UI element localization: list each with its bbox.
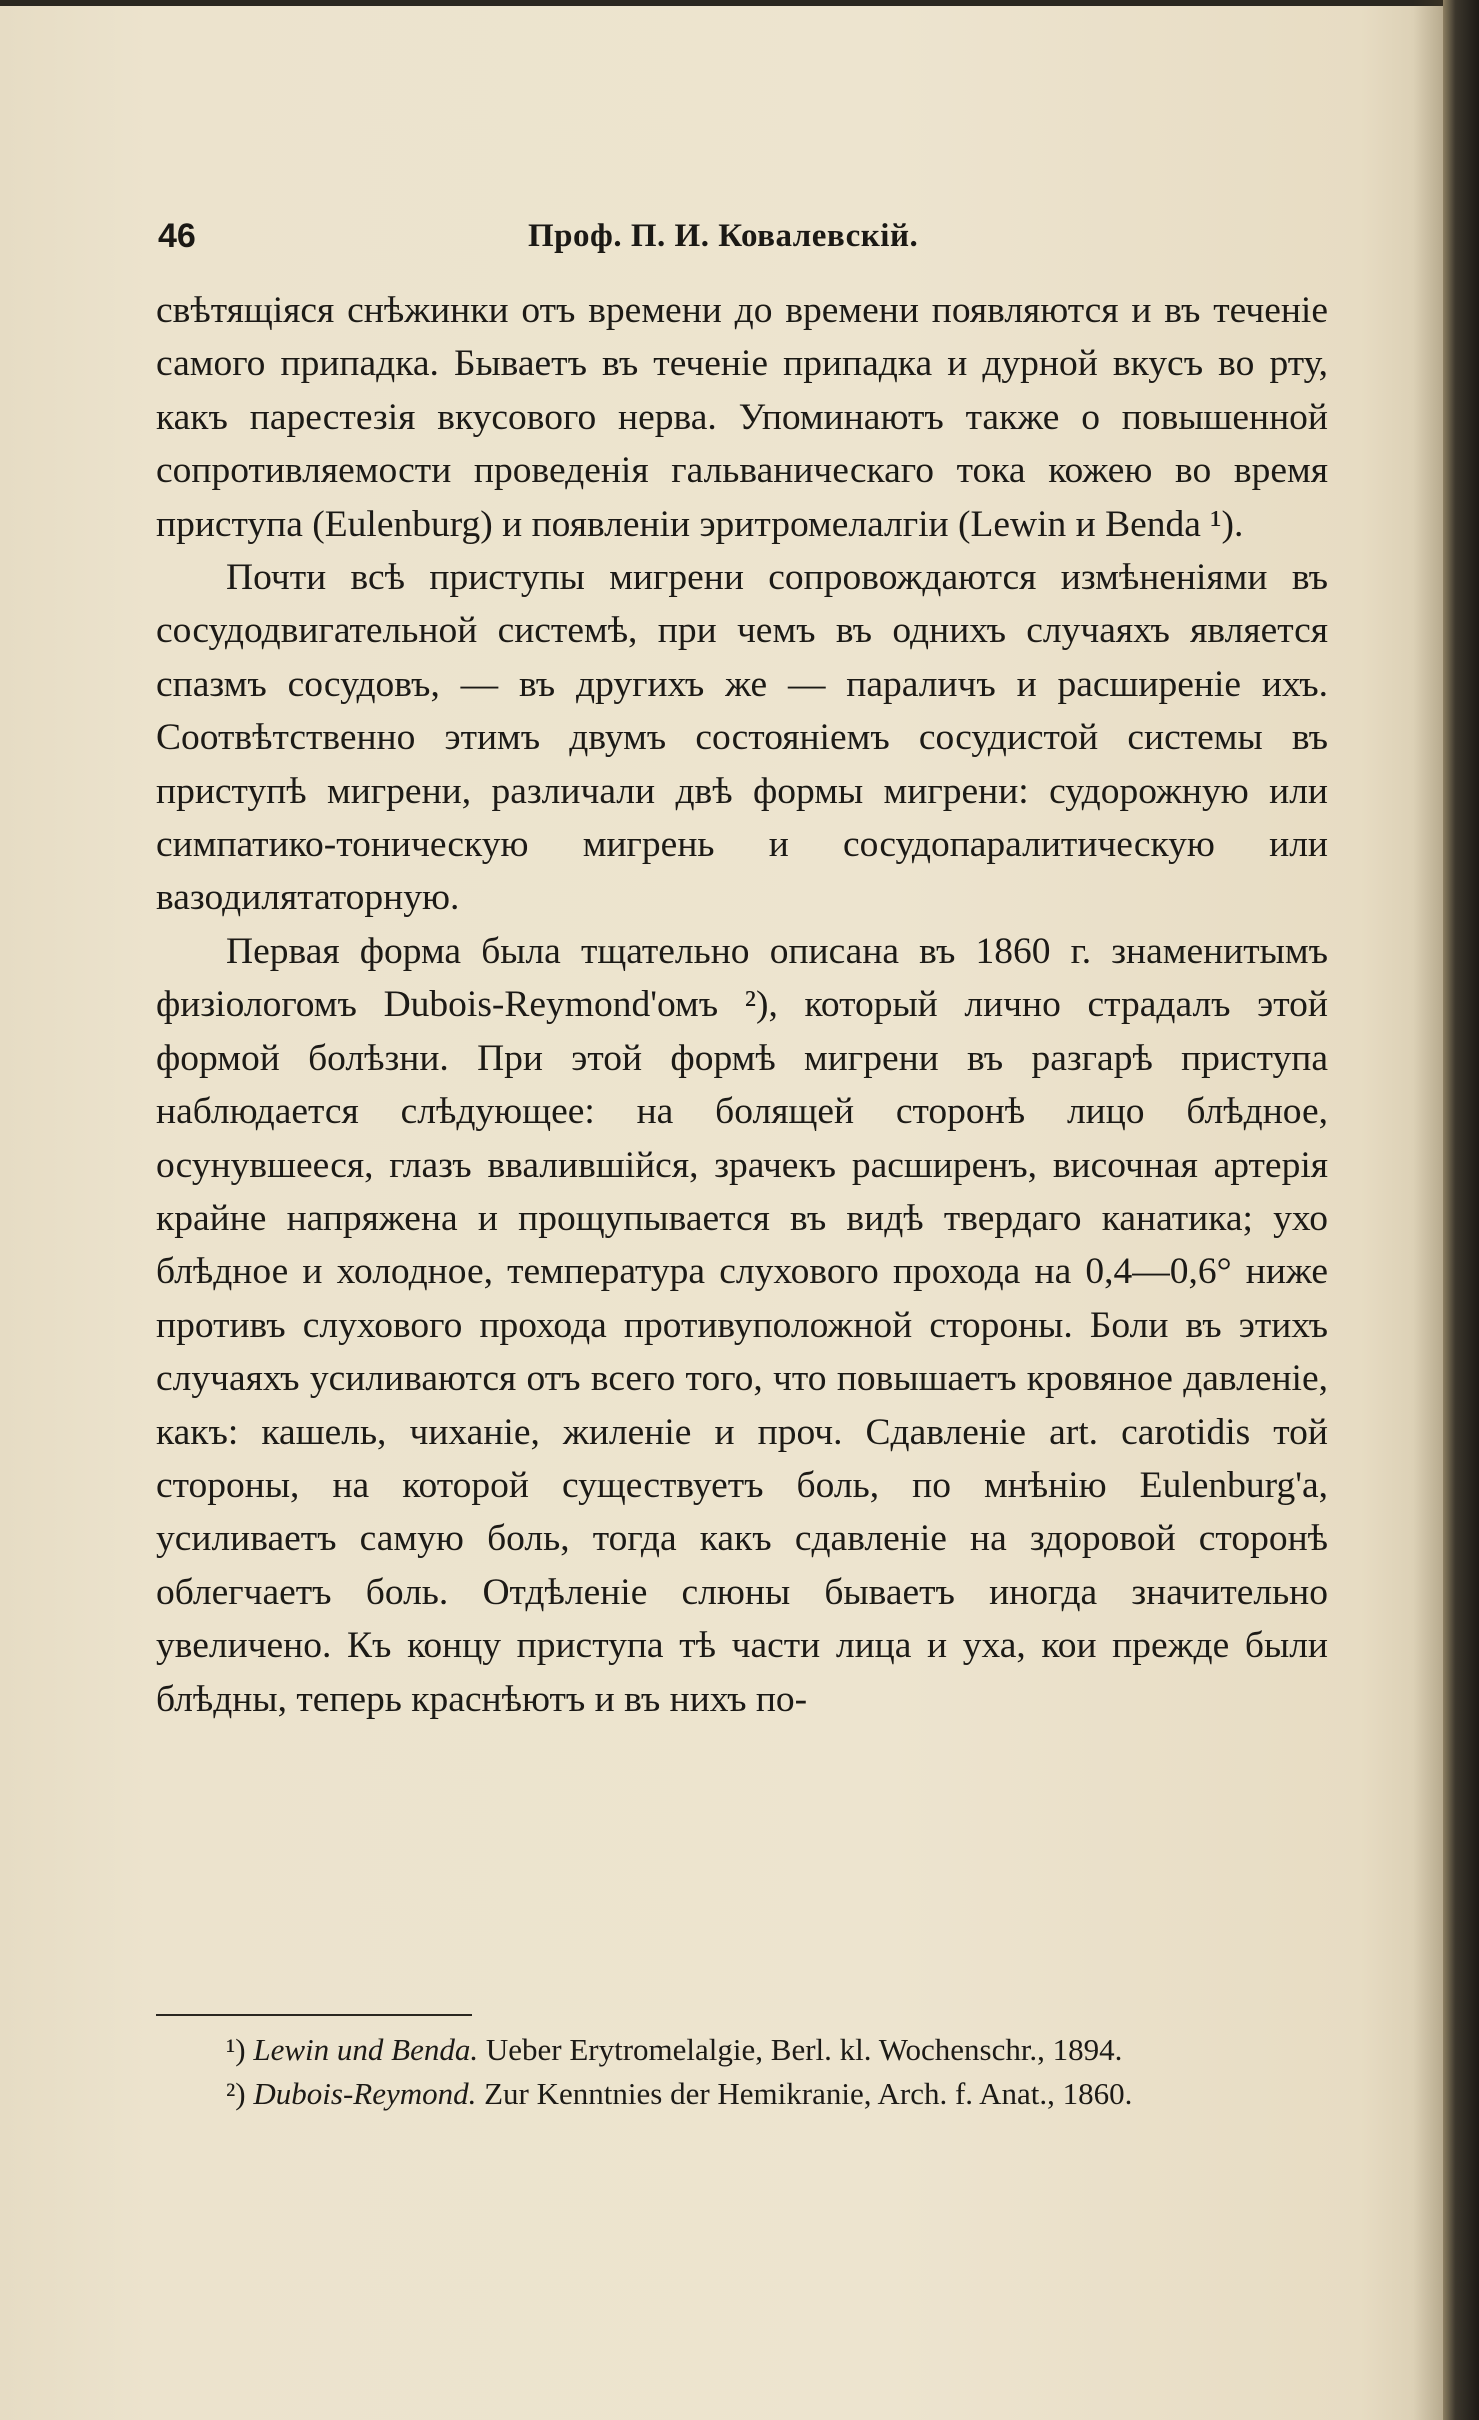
footnotes	[156, 2028, 1328, 2116]
paragraph-3: Первая форма была тщательно описана въ 1860 г. знаменитымъ физіологомъ Dubois-Reymond'омъ ²), который лично страдалъ этой формой болѣзни. При этой формѣ мигрени въ разгарѣ приступа наблюдается слѣдующее: на болящей сторонѣ лицо блѣдное, осунувшееся, глазъ ввалившійся, зрачекъ расширенъ, височная артерія крайне напряжена и прощупывается въ видѣ твердаго канатика; ухо блѣдное и холодное, температура слухового прохода на 0,4—0,6° ниже противъ слухового прохода противуположной стороны. Боли въ этихъ случаяхъ усиливаются отъ всего того, что повышаетъ кровяное давленіе, какъ: кашель, чиханіе, жиленіе и проч. Сдавленіе art. carotidis той стороны, на которой существуетъ боль, по мнѣнію Eulenburg'а, усиливаетъ самую боль, тогда какъ сдавленіе на здоровой сторонѣ облегчаетъ боль. Отдѣленіе слюны бываетъ иногда значительно увеличено. Къ концу приступа тѣ части лица и уха, кои прежде были блѣдны, теперь краснѣютъ и въ нихъ по-	[156, 930, 1328, 1720]
footnote-authors: Dubois-Reymond.	[253, 2076, 477, 2111]
paragraph-2: Почти всѣ приступы мигрени сопровождаются измѣненіями въ сосудодвигательной системѣ, при чемъ въ однихъ случаяхъ является спазмъ сосудовъ, — въ другихъ же — параличъ и расширеніе ихъ. Соотвѣтственно этимъ двумъ состояніемъ сосудистой системы въ приступѣ мигрени, различали двѣ формы мигрени: судорожную или симпатико-тоническую мигрень и сосудопаралитическую или вазодилятаторную.	[156, 557, 1328, 919]
binding-shadow	[1413, 0, 1443, 2420]
page-right-edge	[1443, 0, 1479, 2420]
page-header	[158, 212, 1328, 260]
running-title: Проф. П. И. Ковалевскій.	[528, 218, 919, 254]
page-number: 46	[158, 217, 196, 255]
footnote-text: Zur Kenntnies der Hemikranie, Arch. f. Anat., 1860.	[484, 2076, 1133, 2111]
footnote-divider	[156, 2014, 472, 2016]
footnote-marker: ²)	[226, 2076, 246, 2111]
paragraph-1: свѣтящіяся снѣжинки отъ времени до времени появляются и въ теченіе самого припадка. Бываетъ въ теченіе припадка и дурной вкусъ во рту, какъ парестезія вкусового нерва. Упоминаютъ также о повышенной сопротивляемости проведенія гальваническаго тока кожею во время приступа (Eulenburg) и появленіи эритромелалгіи (Lewin и Benda ¹).	[156, 290, 1328, 545]
footnote-authors: Lewin und Benda.	[253, 2032, 479, 2067]
footnote-2	[156, 2072, 1328, 2116]
footnote-text: Ueber Erytromelalgie, Berl. kl. Wochenschr., 1894.	[485, 2032, 1123, 2067]
footnote-1	[156, 2028, 1328, 2072]
footnote-marker: ¹)	[226, 2032, 246, 2067]
body-text	[156, 284, 1328, 1726]
page-top-edge	[0, 0, 1479, 6]
